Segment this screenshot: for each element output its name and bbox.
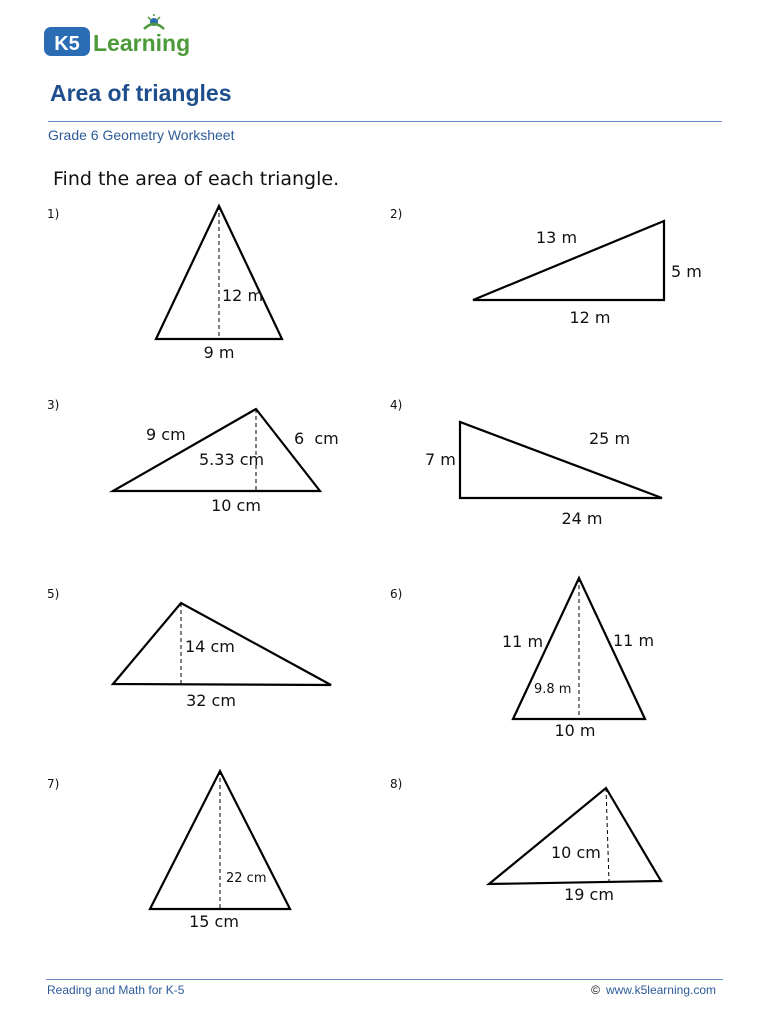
triangle-3-base-label: 10 cm xyxy=(211,496,261,515)
triangle-1-base-label: 9 m xyxy=(203,343,235,362)
footer-divider xyxy=(46,979,723,980)
problem-number-4: 4) xyxy=(390,398,403,412)
triangle-3-right-side-label: 6 cm xyxy=(294,429,339,448)
triangle-4-hypotenuse-label: 25 m xyxy=(589,429,631,448)
triangle-8 xyxy=(489,788,661,904)
triangle-8-base-label: 19 cm xyxy=(564,885,614,904)
problem-number-3: 3) xyxy=(47,398,60,412)
triangle-3 xyxy=(113,409,339,515)
problem-number-6: 6) xyxy=(390,587,403,601)
instructions: Find the area of each triangle. xyxy=(53,168,340,190)
triangle-5 xyxy=(113,603,331,710)
footer-site xyxy=(591,983,716,997)
triangle-1 xyxy=(156,206,282,362)
page-title: Area of triangles xyxy=(50,80,232,106)
problem-number-8: 8) xyxy=(390,777,403,791)
triangle-2 xyxy=(473,221,702,327)
triangle-8-height-label: 10 cm xyxy=(551,843,601,862)
footer-tagline: Reading and Math for K-5 xyxy=(47,983,185,997)
triangle-2-side-label: 5 m xyxy=(671,262,702,281)
triangle-4-side-label: 7 m xyxy=(425,450,456,469)
logo-text: Learning xyxy=(93,30,191,56)
logo-mark: K5 xyxy=(54,33,80,55)
triangle-5-height-label: 14 cm xyxy=(185,637,235,656)
triangle-3-height-label: 5.33 cm xyxy=(199,450,265,469)
triangle-4 xyxy=(425,422,662,528)
problem-number-5: 5) xyxy=(47,587,60,601)
triangle-6-left-side-label: 11 m xyxy=(502,632,544,651)
triangle-1-height-label: 12 m xyxy=(222,286,264,305)
triangle-6-base-label: 10 m xyxy=(554,721,596,740)
triangle-2-base-label: 12 m xyxy=(569,308,611,327)
triangle-6-height-label: 9.8 m xyxy=(534,682,572,697)
triangle-7 xyxy=(150,771,290,931)
copyright-symbol: © xyxy=(591,983,600,997)
triangle-3-left-side-label: 9 cm xyxy=(146,425,186,444)
triangle-5-base-label: 32 cm xyxy=(186,691,236,710)
triangle-7-height-label: 22 cm xyxy=(226,871,267,886)
problem-number-1: 1) xyxy=(47,207,60,221)
problem-number-2: 2) xyxy=(390,207,403,221)
triangle-4-base-label: 24 m xyxy=(561,509,603,528)
triangle-6-right-side-label: 11 m xyxy=(613,631,655,650)
footer-url-link[interactable]: www.k5learning.com xyxy=(605,983,716,997)
worksheet-subtitle: Grade 6 Geometry Worksheet xyxy=(48,127,235,143)
triangle-2-hypotenuse-label: 13 m xyxy=(536,228,578,247)
triangle-7-base-label: 15 cm xyxy=(189,912,239,931)
triangle-6 xyxy=(502,578,654,740)
problem-number-7: 7) xyxy=(47,777,60,791)
